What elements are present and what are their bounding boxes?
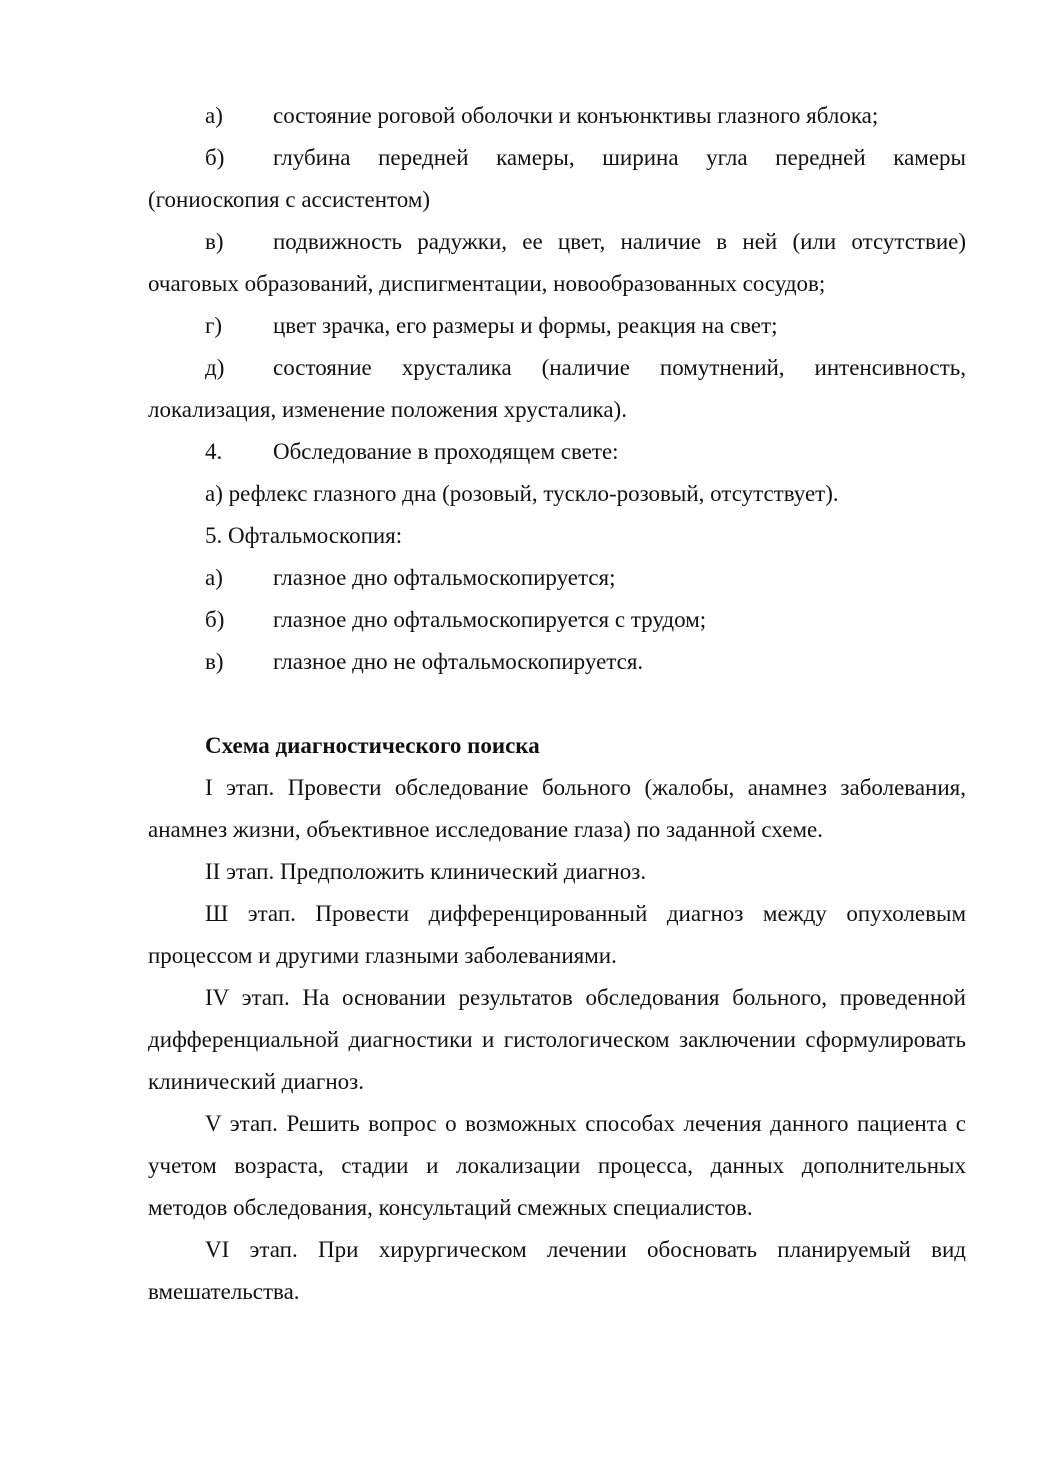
stage-paragraph: Ш этап. Провести дифференцированный диагноз между опухолевым процессом и другими глазными заболеваниями. [148,901,966,968]
list-item-pupil [148,305,966,347]
stage-paragraph: II этап. Предположить клинический диагноз. [205,859,647,884]
stage-paragraph: VI этап. При хирургическом лечении обосновать планируемый вид вмешательства. [148,1237,966,1304]
section-transmitted-light [148,431,966,473]
section-ophthalmoscopy: 5. Офтальмоскопия: [205,523,403,548]
list-item-text: глазное дно офтальмоскопируется; [273,565,616,590]
list-item-anterior-chamber [148,137,966,221]
section-heading: Схема диагностического поиска [205,733,540,758]
list-item-oph-b [148,599,966,641]
stage-paragraph: I этап. Провести обследование больного (жалобы, анамнез заболевания, анамнез жизни, объективное исследование глаза) по заданной схеме. [148,775,966,842]
list-marker: д) [205,355,225,380]
list-item-text: подвижность радужки, ее цвет, наличие в ней (или отсутствие) очаговых образований, диспигментации, новообразованных сосудов; [148,229,966,296]
list-item-text: глазное дно не офтальмоскопируется. [273,649,644,674]
stage-paragraph: V этап. Решить вопрос о возможных способах лечения данного пациента с учетом возраста, стадии и локализации процесса, данных дополнительных методов обследования, консультаций смежных специалистов. [148,1111,966,1220]
list-item-oph-a [148,557,966,599]
list-item-text: состояние роговой оболочки и конъюнктивы глазного яблока; [273,103,879,128]
blank-line [148,683,966,725]
fundus-reflex-item: а) рефлекс глазного дна (розовый, тускло-розовый, отсутствует). [205,481,839,506]
list-item-oph-c [148,641,966,683]
list-item-text: глазное дно офтальмоскопируется с трудом; [273,607,707,632]
list-marker: б) [205,145,225,170]
document-page [148,95,966,1313]
list-marker: а) [205,565,223,590]
list-item-text: цвет зрачка, его размеры и формы, реакция на свет; [273,313,778,338]
list-marker: а) [205,103,223,128]
list-marker: в) [205,649,224,674]
list-item-text: состояние хрусталика (наличие помутнений, интенсивность, локализация, изменение положения хрусталика). [148,355,966,422]
list-marker: в) [205,229,224,254]
list-item-lens [148,347,966,431]
stage-paragraph: IV этап. На основании результатов обследования больного, проведенной дифференциальной диагностики и гистологическом заключении сформулировать клинический диагноз. [148,985,966,1094]
list-marker: г) [205,313,223,338]
list-item-text: глубина передней камеры, ширина угла передней камеры (гониоскопия с ассистентом) [148,145,966,212]
list-item-cornea [148,95,966,137]
list-marker: 4. [205,439,223,464]
list-marker: б) [205,607,225,632]
list-item-iris [148,221,966,305]
list-item-text: Обследование в проходящем свете: [273,439,619,464]
